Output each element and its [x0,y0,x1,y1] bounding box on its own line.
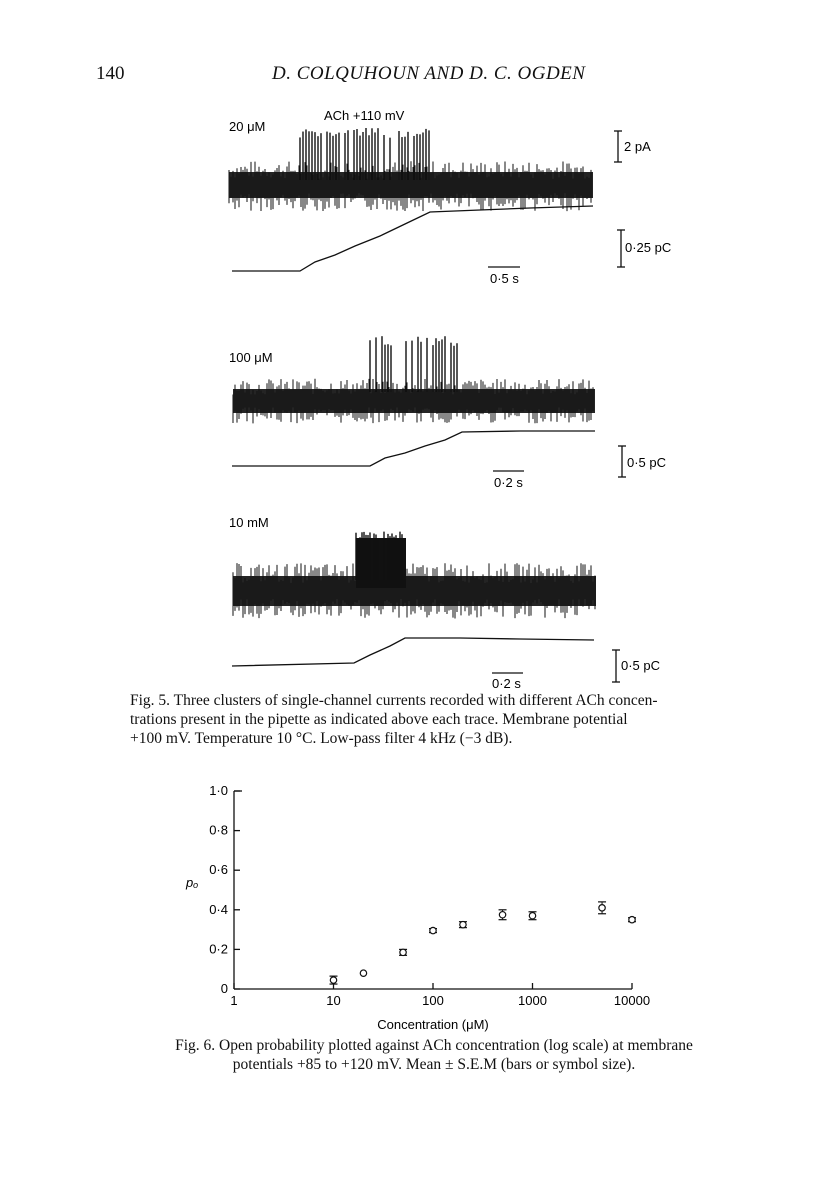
chart-y-tick-label: 0·6 [209,862,228,878]
scale-bar-charge-bottom [612,650,620,682]
chart-x-tick-label: 1 [230,993,238,1008]
panel-top-condition: ACh +110 mV [324,108,405,123]
panel-middle-concentration: 100 μM [229,350,273,365]
chart-x-tick-label: 10000 [613,993,651,1008]
chart-y-tick-label: 0·8 [209,822,228,838]
chart-data-point [599,905,605,911]
chart-data-point [529,913,535,919]
chart-y-tick-label: 0 [220,981,228,996]
scale-bar-current-label: 2 pA [624,139,651,154]
trace-middle-current [233,336,595,423]
figure-6-caption [130,1036,738,1074]
figure-6-caption-line-1: Fig. 6. Open probability plotted against ACh concentration (log scale) at membrane [175,1037,693,1054]
trace-bottom-charge [232,638,594,666]
scale-bar-current [614,131,622,162]
chart-data-point [460,921,466,927]
figure-5-caption-line-3: +100 mV. Temperature 10 °C. Low-pass filter 4 kHz (−3 dB). [130,730,513,747]
chart-data-point [400,949,406,955]
figure-5-caption [130,691,738,748]
trace-bottom-current [233,532,596,619]
chart-x-tick-label: 1000 [518,993,547,1008]
scale-bar-charge-middle [618,446,626,477]
trace-middle-charge [232,431,595,466]
chart-data-point [629,917,635,923]
chart-data-point [430,927,436,933]
chart-x-axis-label: Concentration (μM) [377,1017,489,1032]
chart-data-point [360,970,366,976]
trace-top-current [229,128,593,211]
chart-x-tick-label: 10 [326,993,341,1008]
scale-bar-charge-bottom-label: 0·5 pC [621,658,661,673]
chart-data-point [499,912,505,918]
scale-bar-charge-top-label: 0·25 pC [625,240,672,255]
scale-bar-charge-middle-label: 0·5 pC [627,455,667,470]
panel-top-concentration: 20 μM [229,119,266,134]
figure-6-chart [0,770,816,1040]
scale-bar-charge-top [617,230,625,267]
figure-5-caption-line-1: Fig. 5. Three clusters of single-channel currents recorded with different ACh concen- [130,692,658,709]
page-number: 140 [96,63,125,84]
scale-bar-time-top-label: 0·5 s [490,271,519,286]
scale-bar-time-bottom-label: 0·2 s [492,676,521,691]
figure-6-caption-line-2: potentials +85 to +120 mV. Mean ± S.E.M (bars or symbol size). [232,1056,636,1073]
chart-y-tick-label: 1·0 [209,783,228,798]
scale-bar-time-middle-label: 0·2 s [494,475,523,490]
trace-top-charge [232,206,593,271]
figure-5-caption-line-2: trations present in the pipette as indicated above each trace. Membrane potential [130,711,628,728]
chart-y-axis-label: pₒ [186,875,199,890]
chart-y-tick-label: 0·2 [209,941,228,957]
chart-y-tick-label: 0·4 [209,901,228,917]
panel-bottom-concentration: 10 mM [229,515,269,530]
chart-data-point [330,977,336,983]
running-head: D. COLQUHOUN AND D. C. OGDEN [272,63,586,84]
chart-x-tick-label: 100 [422,993,444,1008]
